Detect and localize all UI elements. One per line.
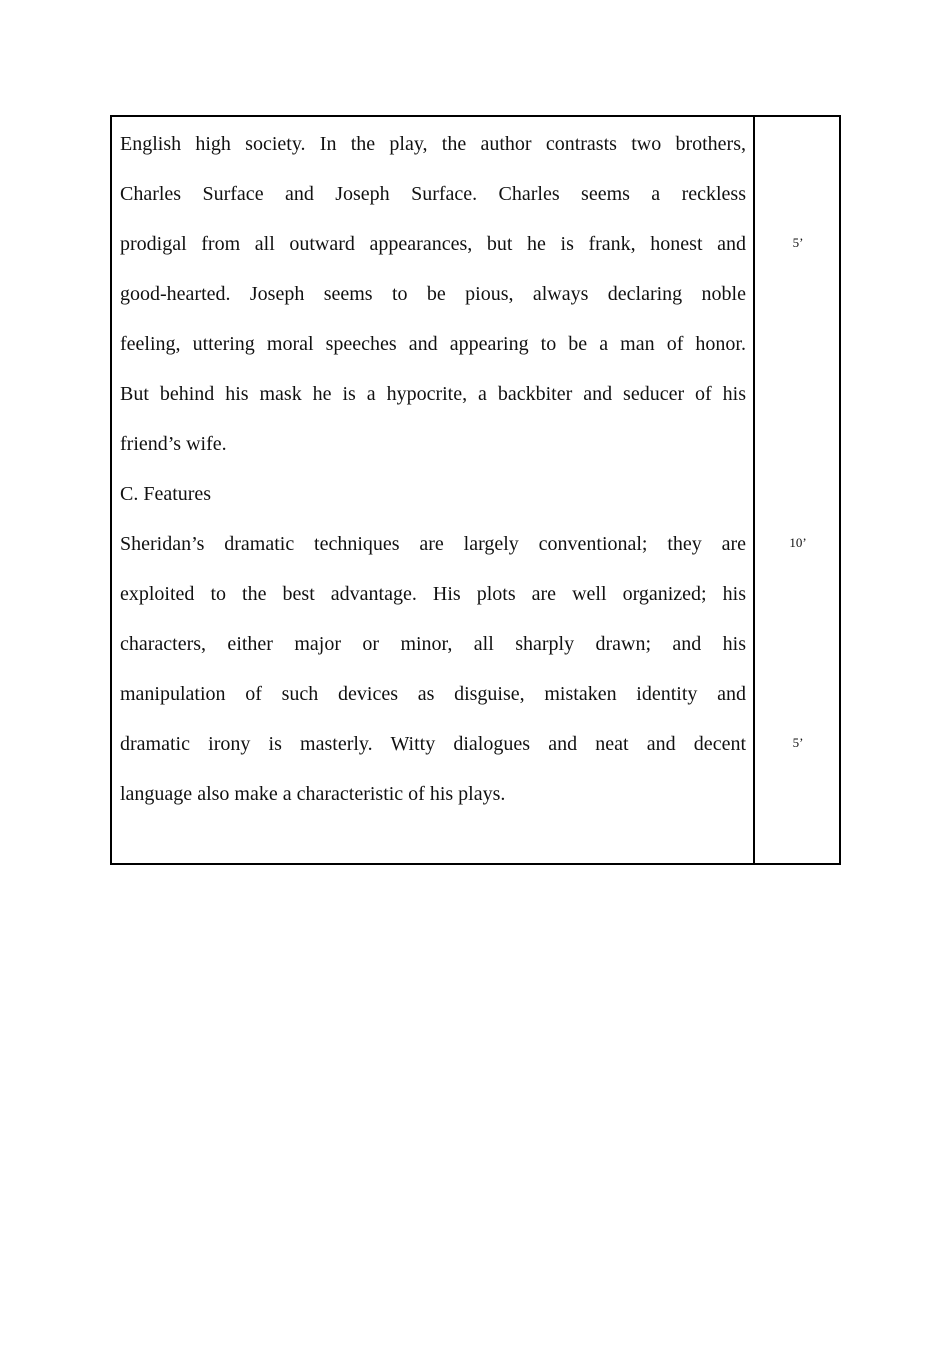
time-note: 5’ xyxy=(792,735,804,750)
content-line: dramatic irony is masterly. Witty dialogues and neat and decent xyxy=(120,733,746,755)
content-line: prodigal from all outward appearances, but he is frank, honest and xyxy=(120,233,746,255)
content-line: feeling, uttering moral speeches and appearing to be a man of honor. xyxy=(120,333,746,355)
content-line: language also make a characteristic of his plays. xyxy=(120,783,506,805)
content-line: characters, either major or minor, all sharply drawn; and his xyxy=(120,633,746,655)
section-heading: C. Features xyxy=(120,483,212,505)
lesson-table xyxy=(110,115,841,865)
time-note: 10’ xyxy=(789,535,807,550)
content-line: Sheridan’s dramatic techniques are largely conventional; they are xyxy=(120,533,746,555)
column-divider xyxy=(753,117,755,863)
content-line: But behind his mask he is a hypocrite, a backbiter and seducer of his xyxy=(120,383,746,405)
content-line: friend’s wife. xyxy=(120,433,227,455)
time-note: 5’ xyxy=(792,235,804,250)
content-line: manipulation of such devices as disguise, mistaken identity and xyxy=(120,683,746,705)
content-line: English high society. In the play, the author contrasts two brothers, xyxy=(120,133,746,155)
content-line: Charles Surface and Joseph Surface. Charles seems a reckless xyxy=(120,183,746,205)
content-line: exploited to the best advantage. His plots are well organized; his xyxy=(120,583,746,605)
content-line: good-hearted. Joseph seems to be pious, always declaring noble xyxy=(120,283,746,305)
